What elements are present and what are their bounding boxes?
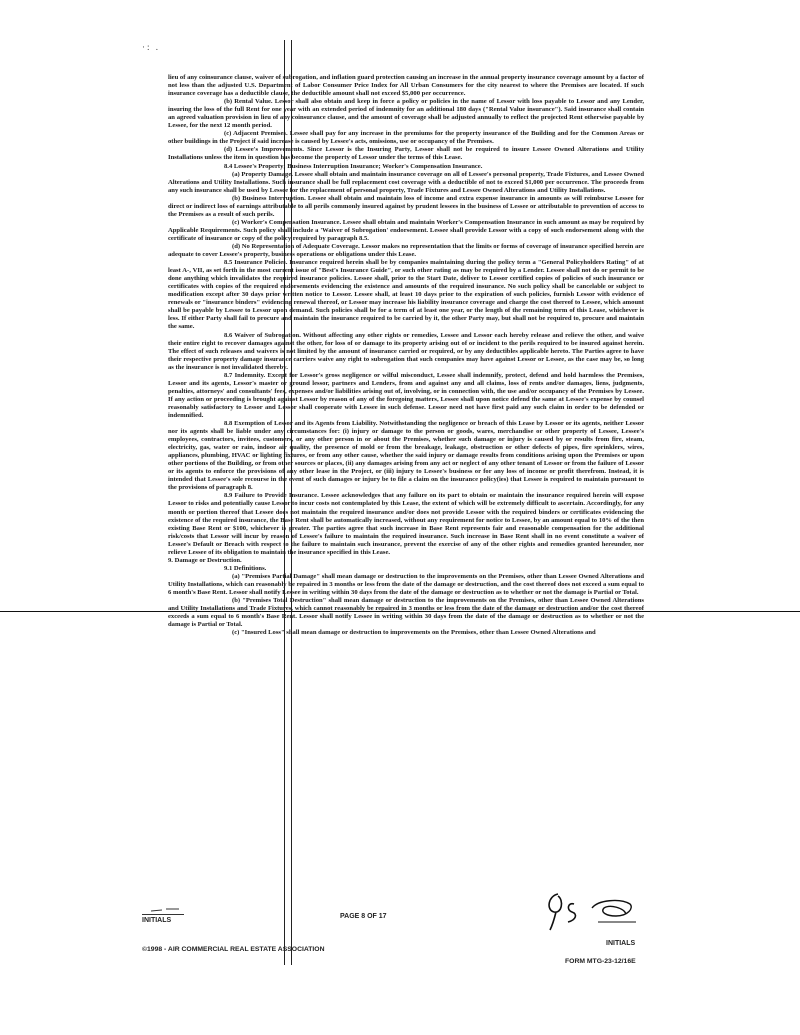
initials-left-line bbox=[142, 914, 184, 915]
lease-paragraph: (c) Adjacent Premises. Lessee shall pay for any increase in the premiums for the property insurance of the Building and for the Common Areas or other buildings in the Project if said increase is caused by Lessee's acts, omissions, use or occupancy of the Premises. bbox=[168, 130, 644, 146]
lease-paragraph: 9. Damage or Destruction. bbox=[168, 556, 242, 564]
lease-paragraph: 8.8 Exemption of Lessor and its Agents from Liability. Notwithstanding the negligence or breach of this Lease by Lessor or its agents, neither Lessor nor its agents shall be liable under any circumstances for: (i) injury or damage to the person or goods, wares, merchandise or other property of Lessee, Lessee's employees, contractors, invitees, customers, or any other person in or about the Premises, whether such damage or injury is caused by or results from fire, steam, electricity, gas, water or rain, indoor air quality, the presence of mold or from the breakage, leakage, obstruction or other defects of pipes, fire sprinklers, wires, appliances, plumbing, HVAC or lighting fixtures, or from any other cause, whether the said injury or damage results from conditions arising upon the Premises or upon other portions of the Building, or from other sources or places, (ii) any damages arising from any act or neglect of any other tenant of Lessor or from the failure of Lessor or its agents to enforce the provisions of any other lease in the Project, or (iii) injury to Lessee's business or for any loss of income or profit therefrom. Instead, it is intended that Lessee's sole recourse in the event of such damages or injury be to file a claim on the insurance policy(ies) that Lessee is required to maintain pursuant to the provisions of paragraph 8. bbox=[168, 420, 644, 492]
handwritten-initials bbox=[540, 886, 640, 936]
initials-left-mark bbox=[150, 908, 180, 912]
page-number: PAGE 8 OF 17 bbox=[340, 913, 387, 920]
lease-paragraph: 8.5 Insurance Policies. Insurance required herein shall be by companies maintaining during the policy term a "General Policyholders Rating" of at least A-, VII, as set forth in the most current issue of "Best's Insurance Guide", or such other rating as may be required by a Lender. Lessee shall not do or permit to be done anything which invalidates the required insurance policies. Lessee shall, prior to the Start Date, deliver to Lessor certified copies of policies of such insurance or certificates with copies of the required endorsements evidencing the existence and amounts of the required insurance. No such policy shall be cancelable or subject to modification except after 30 days prior written notice to Lessor. Lessee shall, at least 10 days prior to the expiration of such policies, furnish Lessor with evidence of renewals or "insurance binders" evidencing renewal thereof, or Lessor may increase his liability insurance coverage and charge the cost thereof to Lessee, which amount shall be payable by Lessee to Lessor upon demand. Such policies shall be for a term of at least one year, or the length of the remaining term of this Lease, whichever is less. If either Party shall fail to procure and maintain the insurance required to be carried by it, the other Party may, but shall not be required to, procure and maintain the same. bbox=[168, 259, 644, 331]
lease-paragraph: 8.9 Failure to Provide Insurance. Lessee acknowledges that any failure on its part to obtain or maintain the insurance required herein will expose Lessor to risks and potentially cause Lessor to incur costs not contemplated by this Lease, the extent of which will be extremely difficult to ascertain. Accordingly, for any month or portion thereof that Lessee does not maintain the required insurance and/or does not provide Lessor with the required binders or certificates evidencing the existence of the required insurance, the Base Rent shall be automatically increased, without any requirement for notice to Lessee, by an amount equal to 10% of the then existing Base Rent or $100, whichever is greater. The parties agree that such increase in Base Rent represents fair and reasonable compensation for the additional risk/costs that Lessor will incur by reason of Lessee's failure to maintain the required insurance. Such increase in Base Rent shall in no event constitute a waiver of Lessee's Default or Breach with respect to the failure to maintain such insurance, prevent the exercise of any of the other rights and remedies granted hereunder, nor relieve Lessee of its obligation to maintain the insurance specified in this Lease. bbox=[168, 492, 644, 556]
lease-paragraph: (c) "Insured Loss" shall mean damage or destruction to improvements on the Premises, other than Lessee Owned Alterations and bbox=[232, 629, 596, 637]
lease-paragraph: 9.1 Definitions. bbox=[224, 564, 267, 572]
lease-paragraph: 8.6 Waiver of Subrogation. Without affecting any other rights or remedies, Lessee and Lessor each hereby release and relieve the other, and waive their entire right to recover damages against the other, for loss of or damage to its property arising out of or incident to the perils required to be insured against herein. The effect of such releases and waivers is not limited by the amount of insurance carried or required, or by any deductibles applicable hereto. The Parties agree to have their respective property damage insurance carriers waive any right to subrogation that such companies may have against Lessor or Lessee, as the case may be, so long as the insurance is not invalidated thereby. bbox=[168, 331, 644, 371]
initials-right-label: INITIALS bbox=[606, 940, 636, 947]
scan-mark: ·: . bbox=[142, 42, 160, 52]
lease-paragraph: (b) Rental Value. Lessor shall also obtain and keep in force a policy or policies in the name of Lessor with loss payable to Lessor and any Lender, insuring the loss of the full Rent for one year with an extended period of indemnity for an additional 180 days ("Rental Value insurance"). Said insurance shall contain an agreed valuation provision in lieu of any coinsurance clause, and the amount of coverage shall be adjusted annually to reflect the projected Rent otherwise payable by Lessee, for the next 12 month period. bbox=[168, 98, 644, 130]
lease-paragraph: (d) Lessee's Improvements. Since Lessor is the Insuring Party, Lessor shall not be required to insure Lessee Owned Alterations and Utility Installations unless the item in question has become the property of Lessor under the terms of this Lease. bbox=[168, 146, 644, 162]
lease-paragraph: (a) "Premises Partial Damage" shall mean damage or destruction to the improvements on the Premises, other than Lessee Owned Alterations and Utility Installations, which can reasonably be repaired in 3 months or less from the date of the damage or destruction, and the cost thereof does not exceed a sum equal to 6 month's Base Rent. Lessor shall notify Lessee in writing within 30 days from the date of the damage or destruction as to whether or not the damage is Partial or Total. bbox=[168, 572, 644, 596]
lease-paragraph: 8.4 Lessee's Property; Business Interruption Insurance; Worker's Compensation Insurance. bbox=[224, 162, 483, 170]
lease-paragraph: (b) "Premises Total Destruction" shall mean damage or destruction to the improvements on the Premises, other than Lessee Owned Alterations and Utility Installations and Trade Fixtures, which cannot reasonably be repaired in 3 months or less from the date of the damage or destruction and/or the cost thereof exceeds a sum equal to 6 month's Base Rent. Lessor shall notify Lessee in writing within 30 days from the date of the damage or destruction as to whether or not the damage is Partial or Total. bbox=[168, 597, 644, 629]
initials-left-label: INITIALS bbox=[142, 917, 172, 924]
copyright-notice: ©1998 - AIR COMMERCIAL REAL ESTATE ASSOCIATION bbox=[142, 946, 325, 953]
lease-paragraph: (c) Worker's Compensation Insurance. Lessee shall obtain and maintain Worker's Compensation Insurance in such amount as may be required by Applicable Requirements. Such policy shall include a 'Waiver of Subrogation' endorsement. Lessee shall provide Lessor with a copy of such endorsement along with the certificate of insurance or copy of the policy required by paragraph 8.5. bbox=[168, 218, 644, 242]
lease-body-text bbox=[168, 74, 644, 637]
lease-paragraph: (b) Business Interruption. Lessee shall obtain and maintain loss of income and extra expense insurance in amounts as will reimburse Lessee for direct or indirect loss of earnings attributable to all perils commonly insured against by prudent lessees in the business of Lessee or attributable to prevention of access to the Premises as a result of such perils. bbox=[168, 194, 644, 218]
lease-paragraph: (d) No Representation of Adequate Coverage. Lessor makes no representation that the limits or forms of coverage of insurance specified herein are adequate to cover Lessee's property, business operations or obligations under this Lease. bbox=[168, 242, 644, 259]
form-number: FORM MTG-23-12/16E bbox=[565, 958, 636, 965]
lease-paragraph: lieu of any coinsurance clause, waiver of subrogation, and inflation guard protection causing an increase in the annual property insurance coverage amount by a factor of not less than the adjusted U.S. Department of Labor Consumer Price Index for All Urban Consumers for the city nearest to where the Premises are located. If such insurance coverage has a deductible clause, the deductible amount shall not exceed $5,000 per occurrence. bbox=[168, 74, 644, 98]
lease-paragraph: 8.7 Indemnity. Except for Lessor's gross negligence or wilful misconduct, Lessee shall indemnify, protect, defend and hold harmless the Premises, Lessor and its agents, Lessor's master or ground lessor, partners and Lenders, from and against any and all claims, loss of rents and/or damages, liens, judgments, penalties, attorneys' and consultants' fees, expenses and/or liabilities arising out of, involving, or in connection with, the use and/or occupancy of the Premises by Lessee. If any action or proceeding is brought against Lessor by reason of any of the foregoing matters, Lessee shall upon notice defend the same at Lessee's expense by counsel reasonably satisfactory to Lessor and Lessor shall cooperate with Lessee in such defense. Lessor need not have first paid any such claim in order to be defended or indemnified. bbox=[168, 371, 644, 419]
lease-paragraph: (a) Property Damage. Lessee shall obtain and maintain insurance coverage on all of Lessee's personal property, Trade Fixtures, and Lessee Owned Alterations and Utility Installations. Such insurance shall be full replacement cost coverage with a deductible of not to exceed $1,000 per occurrence. The proceeds from any such insurance shall be used by Lessee for the replacement of personal property, Trade Fixtures and Lessee Owned Alterations and Utility Installations. bbox=[168, 170, 644, 194]
